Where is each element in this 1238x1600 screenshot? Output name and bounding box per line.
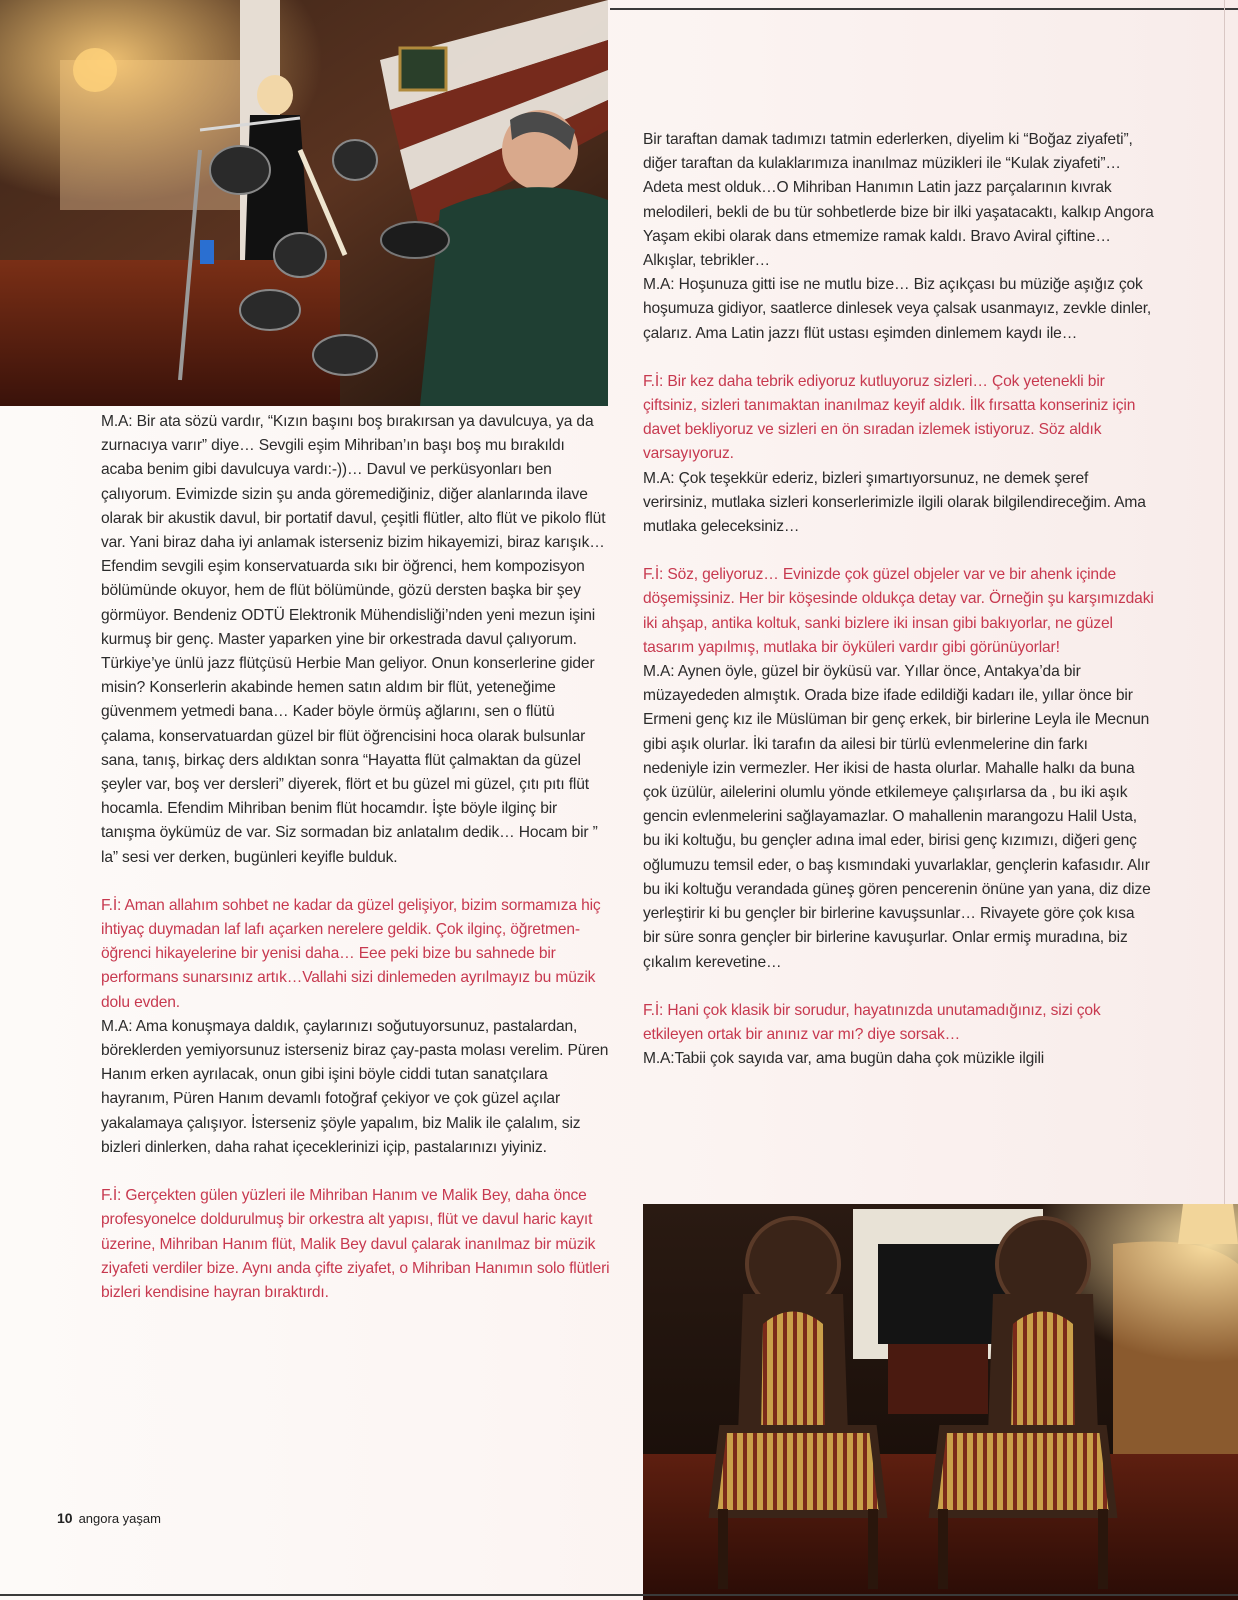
magazine-name: angora yaşam [78, 1511, 161, 1526]
question-paragraph: F.İ: Bir kez daha tebrik ediyoruz kutluyoruz sizleri… Çok yetenekli bir çiftsiniz, sizleri tanımaktan inanılmaz keyif aldık. İlk fırsatta konseriniz için davet bekliyoruz ve sizleri en ön sıradan izlemek istiyoruz. Söz aldık varsayıyoruz. [643, 372, 1136, 463]
page-footer [57, 1510, 161, 1526]
answer-paragraph: M.A: Aynen öyle, güzel bir öyküsü var. Yıllar önce, Antakya’da bir müzayededen almıştık. Orada bize ifade edildiği kadarı ile, yıllar önce bir Ermeni genç kız ile Müslüman bir genç erkek, bir birlerine Leyla ile Mecnun gibi aşık olurlar. İki tarafın da ailesi bir türlü evlenmelerine din farkı nedeniyle izin vermezler. Her ikisi de hasta olurlar. Mahalle halkı da buna çok üzülür, ailelerini olumlu yönde etkilemeye çalışırlarsa da , bu iki aşık gencin evlenmelerini sağlayamazlar. O mahallenin marangozu Halil Usta, bu iki koltuğu, bu gençler adına imal eder, birisi genç kızımızı, diğeri genç oğlumuzu temsil eder, o baş kısmındaki yuvarlaklar, gençlerin kafasıdır. Alır bu iki koltuğu verandada güneş gören pencerenin önüne yan yana, diz dize yerleştirir ki bu gençler bir birlerine kavuşsunlar… Rivayete göre çok kısa bir süre sonra gençler bir birlerine kavuşurlar. Onlar ermiş muradına, biz çıkalım kerevetine… [643, 663, 1151, 971]
page-number: 10 [57, 1510, 73, 1526]
photo-antique-chairs [643, 1204, 1238, 1600]
left-text-column [101, 410, 610, 1305]
answer-paragraph: Bir taraftan damak tadımızı tatmin ederlerken, diyelim ki “Boğaz ziyafeti”, diğer taraftan da kulaklarımıza inanılmaz müzikleri ile “Kulak ziyafeti”… Adeta mest olduk…O Mihriban Hanımın Latin jazz parçalarının kıvrak melodileri, bekli de bu tür sohbetlerde bize bir ilki yaşatacaktı, kalkıp Angora Yaşam ekibi olarak dans etmemize ramak kaldı. Bravo Aviral çiftine… Alkışlar, tebrikler… [643, 131, 1154, 270]
answer-paragraph: M.A: Ama konuşmaya daldık, çaylarınızı soğutuyorsunuz, pastalardan, böreklerden yemiyorsunuz isterseniz biraz çay-pasta molası verelim. Püren Hanım erken ayrılacak, onun gibi işini böyle ciddi tutan sanatçılara hayranım, Püren Hanım devamlı fotoğraf çekiyor ve çok güzel açılar yakalamaya çalışıyor. İsterseniz şöyle yapalım, biz Malik ile çalalım, siz bizleri dinlerken, daha rahat içeceklerinizi içip, pastalarınızı yiyiniz. [101, 1017, 609, 1156]
right-text-column [643, 128, 1155, 1071]
question-paragraph: F.İ: Söz, geliyoruz… Evinizde çok güzel objeler var ve bir ahenk içinde döşemişsiniz. Her bir köşesinde oldukça detay var. Örneğin şu karşımızdaki iki ahşap, antika koltuk, sanki bizlere iki insan gibi bakıyorlar, ne güzel tasarım yapılmış, mutlaka bir öyküleri vardır gibi görünüyorlar! [643, 566, 1154, 656]
question-paragraph: F.İ: Gerçekten gülen yüzleri ile Mihriban Hanım ve Malik Bey, daha önce profesyonelce doldurulmuş bir orkestra alt yapısı, flüt ve davul haric kayıt üzerine, Mihriban Hanım flüt, Malik Bey davul çalarak inanılmaz bir müzik ziyafeti verdiler bize. Aynı anda çifte ziyafet, o Mihriban Hanımın solo flütleri bizleri kendisine hayran bıraktırdı. [101, 1187, 610, 1301]
photo-musicians [0, 0, 608, 406]
answer-paragraph: M.A: Bir ata sözü vardır, “Kızın başını boş bırakırsan ya davulcuya, ya da zurnacıya varır” diye… Sevgili eşim Mihriban’ın başı boş mu bırakıldı acaba benim gibi davulcuya vardı:-))… Davul ve perküsyonları ben çalıyorum. Evimizde sizin şu anda göremediğiniz, diğer alanlarında ilave olarak bir akustik davul, bir portatif davul, çeşitli flütler, alto flüt ve pikolo flüt var. Yani biraz daha iyi anlamak isterseniz bizim hikayemizi, biraz karışık… Efendim sevgili eşim konservatuarda sıkı bir öğrenci, hem kompozisyon bölümünde okuyor, hem de flüt bölümünde, gözü dersten başka bir şey görmüyor. Bendeniz ODTÜ Elektronik Mühendisliği’nden yeni mezun işini kurmuş bir genç. Master yaparken yine bir orkestrada davul çalıyorum. Türkiye’ye ünlü jazz flütçüsü Herbie Man geliyor. Onun konserlerine gider misin? Konserlerin akabinde hemen satın aldım bir flüt, yeteneğime güvenmem yetmedi bana… Kader böyle örmüş ağlarını, sen o flütü çalama, konservatuardan güzel bir flüt öğrencisini hoca olarak bulsunlar sana, tanış, birkaç ders aldıktan sonra “Hayatta flüt çalmaktan da güzel şeyler var, boş ver dersleri” diyerek, flört et bu güzel mi güzel, çıtı pıtı flüt hocamla. Efendim Mihriban benim flüt hocamdır. İşte böyle ilginç bir tanışma öykümüz de var. Siz sormadan biz anlatalım dedik… Hocam bir ” la” sesi ver derken, bugünleri keyifle bulduk. [101, 413, 606, 866]
answer-paragraph: M.A: Hoşunuza gitti ise ne mutlu bize… Biz açıkçası bu müziğe aşığız çok hoşumuza gidiyor, saatlerce dinlesek veya çalsak usanmayız, zevkle dinler, çalarız. Ama Latin jazzı flüt ustası eşimden dinlemem kaydı ile… [643, 276, 1152, 342]
answer-paragraph: M.A: Çok teşekkür ederiz, bizleri şımartıyorsunuz, ne demek şeref verirsiniz, mutlaka sizleri konserlerimizle ilgili olarak bilgilendireceğim. Ama mutlaka geleceksiniz… [643, 469, 1146, 536]
top-rule [610, 8, 1238, 10]
answer-paragraph: M.A:Tabii çok sayıda var, ama bugün daha çok müzikle ilgili [643, 1050, 1045, 1068]
question-paragraph: F.İ: Aman allahım sohbet ne kadar da güzel gelişiyor, bizim sormamıza hiç ihtiyaç duymadan laf lafı açarken nerelere geldik. Çok ilginç, öğretmen-öğrenci hikayelerine bir yenisi daha… Eee peki bize bu sahnede bir performans sunarsınız artık…Vallahi sizi dinlemeden ayrılmayız bu müzik dolu evden. [101, 896, 601, 1011]
question-paragraph: F.İ: Hani çok klasik bir sorudur, hayatınızda unutamadığınız, sizi çok etkileyen ortak bir anınız var mı? diye sorsak… [643, 1001, 1101, 1043]
bottom-rule [0, 1594, 1238, 1596]
